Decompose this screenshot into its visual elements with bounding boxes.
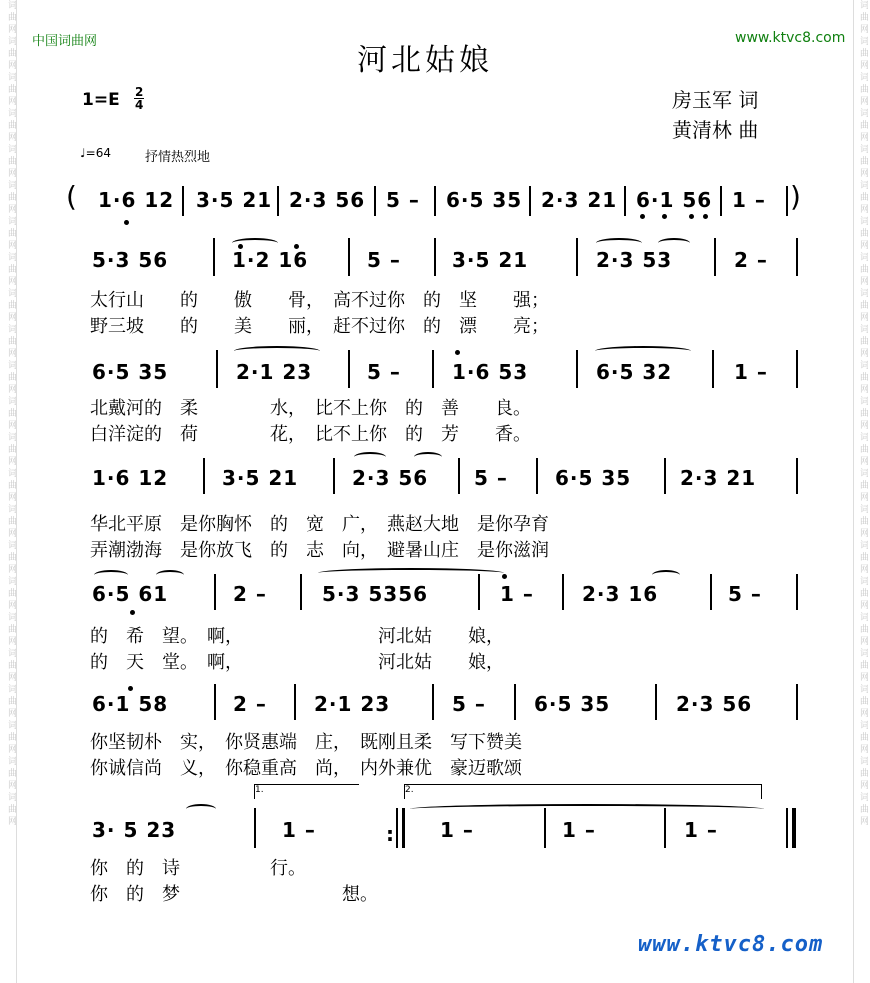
measure: 2·3 56 — [352, 466, 429, 490]
measure: 2·3 53 — [596, 248, 673, 272]
lyric-line: 你坚韧朴 实， 你贤惠端 庄， 既刚且柔 写下赞美 — [90, 732, 522, 753]
lyric-line: 弄潮渤海 是你放飞 的 志 向， 避暑山庄 是你滋润 — [90, 540, 549, 561]
measure: 5·3 5356 — [322, 582, 429, 606]
measure: 1·6 12 — [92, 466, 169, 490]
measure: 6·5 35 — [534, 692, 611, 716]
measure: 2·3 16 — [582, 582, 659, 606]
measure: 6·5 35 — [446, 188, 523, 212]
measure: 1 – — [500, 582, 534, 606]
measure: 1·2 16 — [232, 248, 309, 272]
measure: 1 – — [562, 818, 596, 842]
measure: 1 – — [684, 818, 718, 842]
measure: 6·5 35 — [92, 360, 169, 384]
measure: 1·6 12 — [98, 188, 175, 212]
measure: 1 – — [440, 818, 474, 842]
site-url-right[interactable]: www.ktvc8.com — [735, 30, 846, 46]
measure: 2 – — [233, 582, 267, 606]
measure: 6·5 35 — [555, 466, 632, 490]
lyricist-credit: 房玉军 词 — [672, 88, 759, 112]
measure: 6·1 56 — [636, 188, 713, 212]
measure: 1 – — [732, 188, 766, 212]
measure: 2·1 23 — [236, 360, 313, 384]
measure: 6·5 32 — [596, 360, 673, 384]
meter-top: 2 — [135, 85, 144, 99]
time-signature — [134, 86, 144, 111]
lyric-line: 你诚信尚 义， 你稳重高 尚， 内外兼优 豪迈歌颂 — [90, 758, 522, 779]
lyric-line: 你 的 诗 行。 — [90, 858, 306, 879]
lyric-line: 华北平原 是你胸怀 的 宽 广， 燕赵大地 是你孕育 — [90, 514, 549, 535]
measure: 6·1 58 — [92, 692, 169, 716]
measure: 1 – — [734, 360, 768, 384]
composer-credit: 黄清林 曲 — [672, 118, 759, 142]
measure: 3·5 21 — [222, 466, 299, 490]
volta-second: 2. — [404, 784, 762, 799]
meter-bottom: 4 — [135, 98, 144, 112]
measure: 3·5 21 — [452, 248, 529, 272]
measure: 5 – — [474, 466, 508, 490]
measure: 2·3 56 — [676, 692, 753, 716]
measure: 1·6 53 — [452, 360, 529, 384]
footer-site-logo[interactable]: www.ktvc8.com — [638, 932, 824, 957]
side-watermark-left: 词曲网词曲网词曲网词曲网词曲网词曲网词曲网词曲网词曲网词曲网词曲网词曲网词曲网词曲网词曲网词曲网词曲网词曲网词曲网词曲网词曲网词曲网词曲网 — [2, 0, 17, 983]
lyric-line: 白洋淀的 荷 花， 比不上你 的 芳 香。 — [90, 424, 531, 445]
volta-first: 1. — [254, 784, 359, 799]
measure: 5 – — [367, 360, 401, 384]
lyric-line: 北戴河的 柔 水， 比不上你 的 善 良。 — [90, 398, 531, 419]
measure: 2·3 21 — [680, 466, 757, 490]
measure: 5 – — [367, 248, 401, 272]
measure: 2 – — [233, 692, 267, 716]
tempo-mark: ♩=64 — [80, 146, 111, 160]
measure: 6·5 61 — [92, 582, 169, 606]
measure: 1 – — [282, 818, 316, 842]
lyric-line: 的 天 堂。 啊， 河北姑 娘， — [90, 652, 504, 673]
key-signature: 1=E — [82, 90, 120, 110]
measure: 2·3 56 — [289, 188, 366, 212]
measure: 5 – — [728, 582, 762, 606]
measure: 3·5 21 — [196, 188, 273, 212]
lyric-line: 的 希 望。 啊， 河北姑 娘， — [90, 626, 504, 647]
lyric-line: 你 的 梦 想。 — [90, 884, 378, 905]
side-watermark-right: 词曲网词曲网词曲网词曲网词曲网词曲网词曲网词曲网词曲网词曲网词曲网词曲网词曲网词曲网词曲网词曲网词曲网词曲网词曲网词曲网词曲网词曲网词曲网 — [853, 0, 868, 983]
measure: 2·1 23 — [314, 692, 391, 716]
measure: 5·3 56 — [92, 248, 169, 272]
expression-mark: 抒情热烈地 — [145, 150, 211, 165]
site-name-left[interactable]: 中国词曲网 — [32, 34, 98, 49]
measure: 5 – — [386, 188, 420, 212]
measure: 2 – — [734, 248, 768, 272]
measure: 5 – — [452, 692, 486, 716]
measure: 2·3 21 — [541, 188, 618, 212]
song-title: 河北姑娘 — [357, 43, 493, 78]
lyric-line: 太行山 的 傲 骨， 高不过你 的 坚 强； — [90, 290, 549, 311]
measure: 3· 5 23 — [92, 818, 177, 842]
lyric-line: 野三坡 的 美 丽， 赶不过你 的 漂 亮； — [90, 316, 549, 337]
